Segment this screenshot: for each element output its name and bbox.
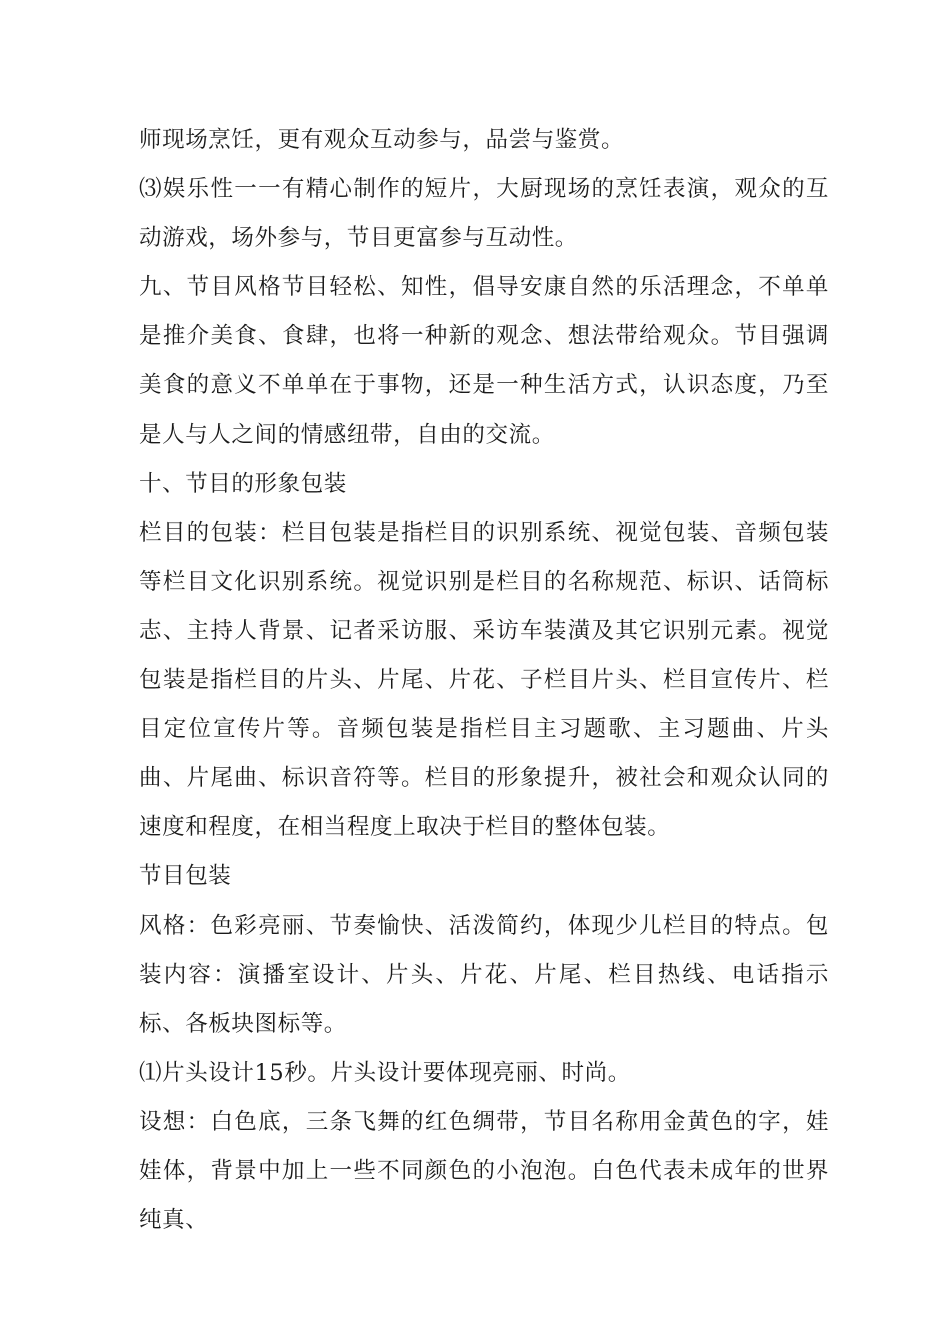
paragraph-title-sequence: ⑴片头设计15秒。片头设计要体现亮丽、时尚。 xyxy=(139,1059,631,1086)
paragraph-program-style: 九、节目风格节目轻松、知性，倡导安康自然的乐活理念，不单单是推介美食、食肆，也将一种新的观念、想法带给观众。节目强调美食的意义不单单在于事物，还是一种生活方式，认识态度，乃至是人与人之间的情感纽带，自由的交流。 xyxy=(139,274,829,448)
document-body xyxy=(139,116,829,1245)
paragraph-concept: 设想：白色底，三条飞舞的红色绸带，节目名称用金黄色的字，娃娃体，背景中加上一些不同颜色的小泡泡。白色代表未成年的世界纯真、 xyxy=(139,1108,829,1234)
section-heading-image-packaging: 十、节目的形象包装 xyxy=(139,470,347,497)
paragraph-packaging-style: 风格：色彩亮丽、节奏愉快、活泼简约，体现少儿栏目的特点。包装内容：演播室设计、片头、片花、片尾、栏目热线、电话指示标、各板块图标等。 xyxy=(139,912,829,1037)
paragraph-column-packaging: 栏目的包装：栏目包装是指栏目的识别系统、视觉包装、音频包装等栏目文化识别系统。视觉识别是栏目的名称规范、标识、话筒标志、主持人背景、记者采访服、采访车装潢及其它识别元素。视觉包装是指栏目的片头、片尾、片花、子栏目片头、栏目宣传片、栏目定位宣传片等。音频包装是指栏目主习题歌、主习题曲、片头曲、片尾曲、标识音符等。栏目的形象提升，被社会和观众认同的速度和程度，在相当程度上取决于栏目的整体包装。 xyxy=(139,519,829,841)
paragraph-cooking-interaction: 师现场烹饪，更有观众互动参与，品尝与鉴赏。 xyxy=(139,127,625,153)
subheading-program-packaging: 节目包装 xyxy=(139,863,232,890)
paragraph-entertainment: ⑶娱乐性一一有精心制作的短片，大厨现场的烹饪表演，观众的互动游戏，场外参与，节目更富参与互动性。 xyxy=(139,176,829,252)
